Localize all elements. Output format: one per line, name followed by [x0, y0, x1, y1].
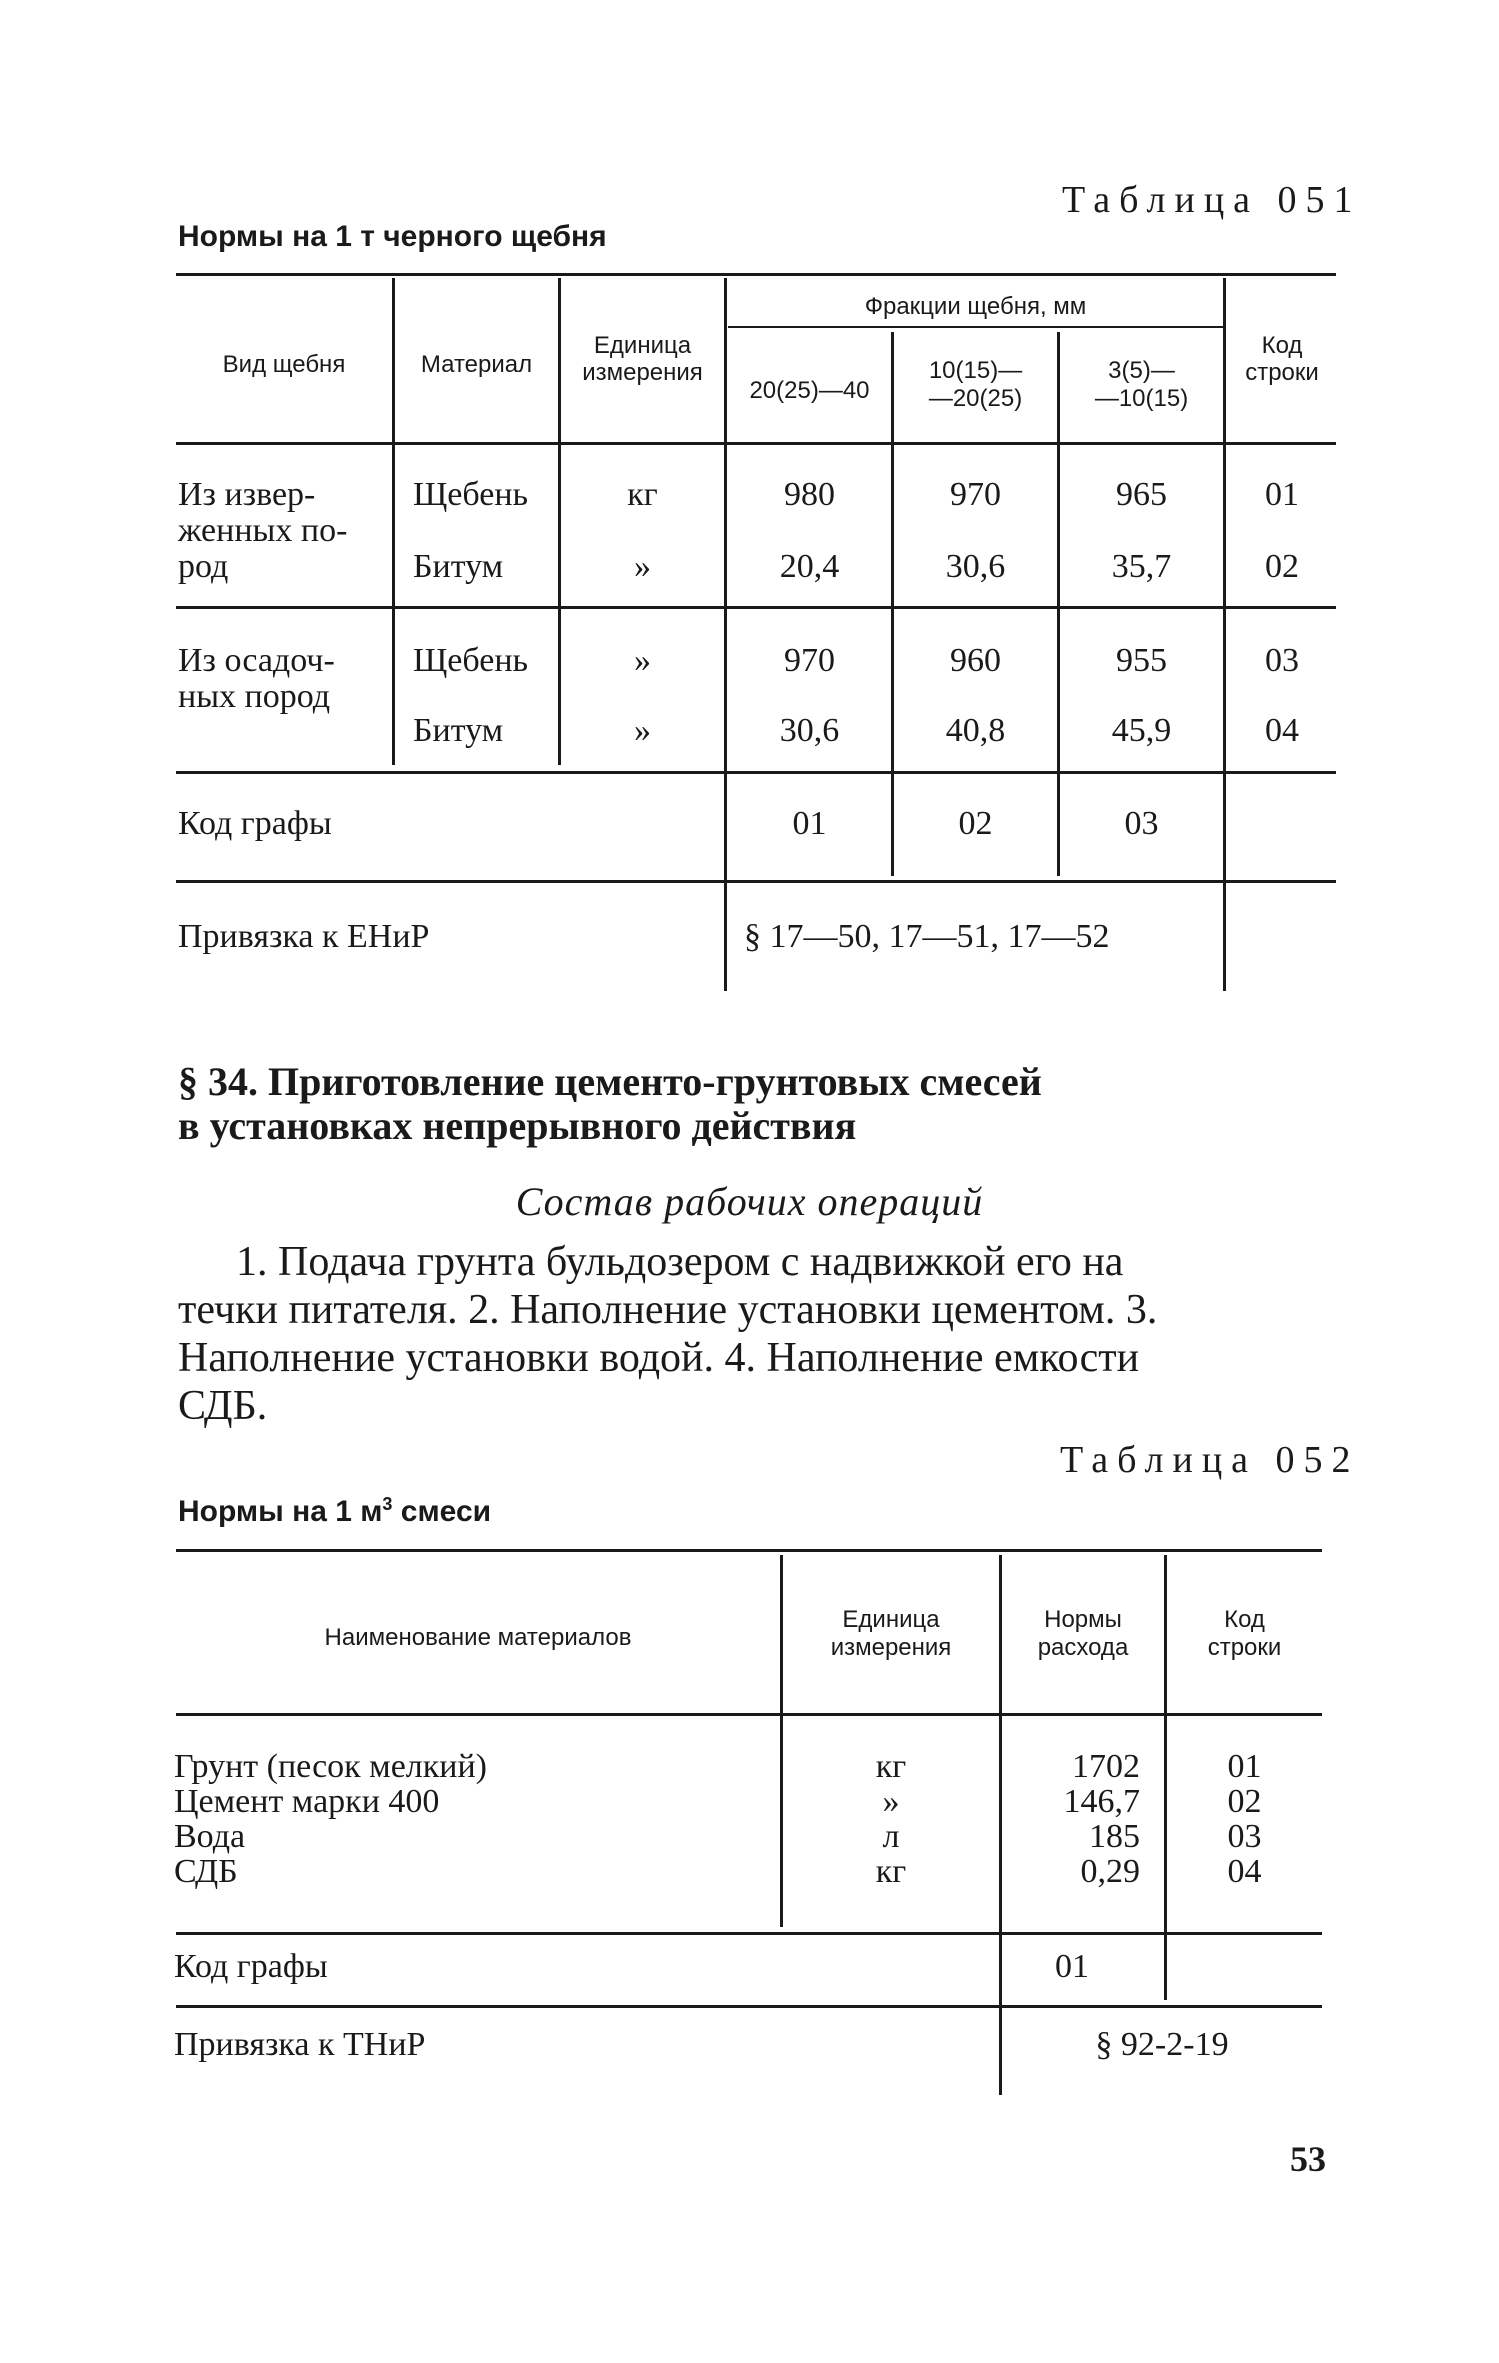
- material-cell: Битум: [413, 548, 504, 585]
- header-fraction-1: 20(25)—40: [749, 377, 870, 404]
- table-052-title: [178, 1494, 491, 1529]
- column-code-cell: 02: [958, 805, 993, 842]
- header-unit-line2: измерения: [830, 1634, 952, 1661]
- table-051-header-rule: [176, 442, 1336, 445]
- section-heading-line2: в установках непрерывного действия: [178, 1103, 857, 1148]
- material-name-cell: Цемент марки 400: [174, 1783, 440, 1820]
- table-051-top-rule: [176, 273, 1336, 276]
- table-052-label: Таблица 052: [1060, 1439, 1360, 1481]
- norm-cell: 0,29: [1080, 1853, 1140, 1890]
- header-type: Вид щебня: [222, 351, 346, 378]
- header-fraction-3a: 3(5)—: [1108, 357, 1175, 384]
- material-cell: Битум: [413, 712, 504, 749]
- header-material: Материал: [420, 351, 533, 378]
- norm-cell: 1702: [1072, 1748, 1140, 1785]
- table-051-title: Нормы на 1 т черного щебня: [178, 220, 607, 253]
- table-051-label: Таблица 051: [1062, 179, 1362, 221]
- unit-cell: кг: [875, 1748, 907, 1785]
- reference-label: Привязка к ТНиР: [174, 2026, 426, 2063]
- header-unit: Единица измерения: [582, 332, 703, 386]
- unit-cell: »: [882, 1783, 900, 1820]
- fractions-rule: [728, 326, 1224, 328]
- column-code-cell: 01: [1055, 1948, 1089, 1985]
- group-type-line: женных по-: [178, 512, 348, 549]
- value-cell: 955: [1116, 642, 1167, 679]
- row-code-cell: 03: [1227, 1818, 1262, 1855]
- material-name-cell: Вода: [174, 1818, 246, 1855]
- header-code-line2: строки: [1207, 1634, 1282, 1661]
- column-code-cell: 01: [792, 805, 827, 842]
- header-norm-line2: расхода: [1037, 1634, 1129, 1661]
- group-divider: [176, 606, 1336, 609]
- unit-cell: »: [634, 712, 651, 749]
- material-name-cell: СДБ: [174, 1853, 238, 1890]
- header-code: Код строки: [1245, 332, 1319, 386]
- value-cell: 960: [950, 642, 1001, 679]
- value-cell: 35,7: [1111, 548, 1172, 585]
- row-code-cell: 04: [1227, 1853, 1262, 1890]
- title-prefix: Нормы на 1 м: [178, 1495, 383, 1528]
- unit-cell: »: [634, 548, 651, 585]
- reference-value: § 92-2-19: [1095, 2026, 1229, 2063]
- unit-cell: л: [882, 1818, 900, 1855]
- value-cell: 40,8: [945, 712, 1006, 749]
- paragraph-line: Наполнение установки водой. 4. Наполнение емкости: [178, 1335, 1140, 1381]
- group-type-line: род: [178, 548, 229, 585]
- table-052-top-rule: [176, 1549, 1322, 1552]
- code-row-rule: [176, 1932, 1322, 1935]
- value-cell: 20,4: [779, 548, 840, 585]
- section-heading-line1: § 34. Приготовление цементо-грунтовых смесей: [178, 1059, 1042, 1104]
- header-fractions: Фракции щебня, мм: [864, 293, 1087, 320]
- unit-cell: »: [634, 642, 651, 679]
- row-code-cell: 03: [1265, 642, 1299, 679]
- header-name: Наименование материалов: [324, 1624, 632, 1651]
- group-divider: [176, 771, 1336, 774]
- value-cell: 45,9: [1111, 712, 1172, 749]
- header-fraction-2b: —20(25): [928, 385, 1023, 412]
- header-unit-line1: Единица: [842, 1606, 940, 1633]
- row-code-cell: 01: [1227, 1748, 1262, 1785]
- reference-value: § 17—50, 17—51, 17—52: [744, 918, 1110, 955]
- row-code-cell: 02: [1265, 548, 1299, 585]
- norm-cell: 185: [1089, 1818, 1140, 1855]
- column-code-label: Код графы: [174, 1948, 328, 1985]
- col-divider: [1057, 332, 1060, 876]
- material-cell: Щебень: [413, 642, 529, 679]
- value-cell: 970: [784, 642, 835, 679]
- header-norm-line1: Нормы: [1044, 1606, 1122, 1633]
- material-name-cell: Грунт (песок мелкий): [174, 1748, 487, 1785]
- title-suffix: смеси: [400, 1495, 492, 1528]
- group-type-line: Из извер-: [178, 476, 316, 513]
- value-cell: 970: [950, 476, 1001, 513]
- material-cell: Щебень: [413, 476, 529, 513]
- group-type-line: ных пород: [178, 678, 331, 715]
- row-code-cell: 04: [1265, 712, 1299, 749]
- value-cell: 965: [1116, 476, 1167, 513]
- row-code-cell: 01: [1265, 476, 1299, 513]
- table-052-header-rule: [176, 1713, 1322, 1716]
- value-cell: 30,6: [779, 712, 840, 749]
- norm-cell: 146,7: [1063, 1783, 1140, 1820]
- paragraph-line: 1. Подача грунта бульдозером с надвижкой его на: [236, 1239, 1124, 1285]
- unit-cell: кг: [875, 1853, 907, 1890]
- paragraph-line: течки питателя. 2. Наполнение установки цементом. 3.: [178, 1287, 1158, 1333]
- code-row-rule: [176, 880, 1336, 883]
- reference-label: Привязка к ЕНиР: [178, 918, 430, 955]
- column-code-cell: 03: [1124, 805, 1159, 842]
- value-cell: 30,6: [945, 548, 1006, 585]
- title-superscript: 3: [382, 1494, 393, 1514]
- value-cell: 980: [784, 476, 835, 513]
- reference-row-rule: [176, 2005, 1322, 2008]
- header-fraction-3b: —10(15): [1094, 385, 1189, 412]
- col-divider: [891, 332, 894, 876]
- col-divider: [724, 278, 727, 991]
- header-code-line1: Код: [1224, 1606, 1265, 1633]
- section-subheading: Состав рабочих операций: [515, 1179, 984, 1224]
- paragraph-line: СДБ.: [178, 1383, 268, 1429]
- header-fraction-2a: 10(15)—: [928, 357, 1023, 384]
- unit-cell: кг: [627, 476, 658, 513]
- row-code-cell: 02: [1227, 1783, 1262, 1820]
- column-code-label: Код графы: [178, 805, 332, 842]
- group-type-line: Из осадоч-: [178, 642, 335, 679]
- page-number: 53: [1290, 2139, 1326, 2179]
